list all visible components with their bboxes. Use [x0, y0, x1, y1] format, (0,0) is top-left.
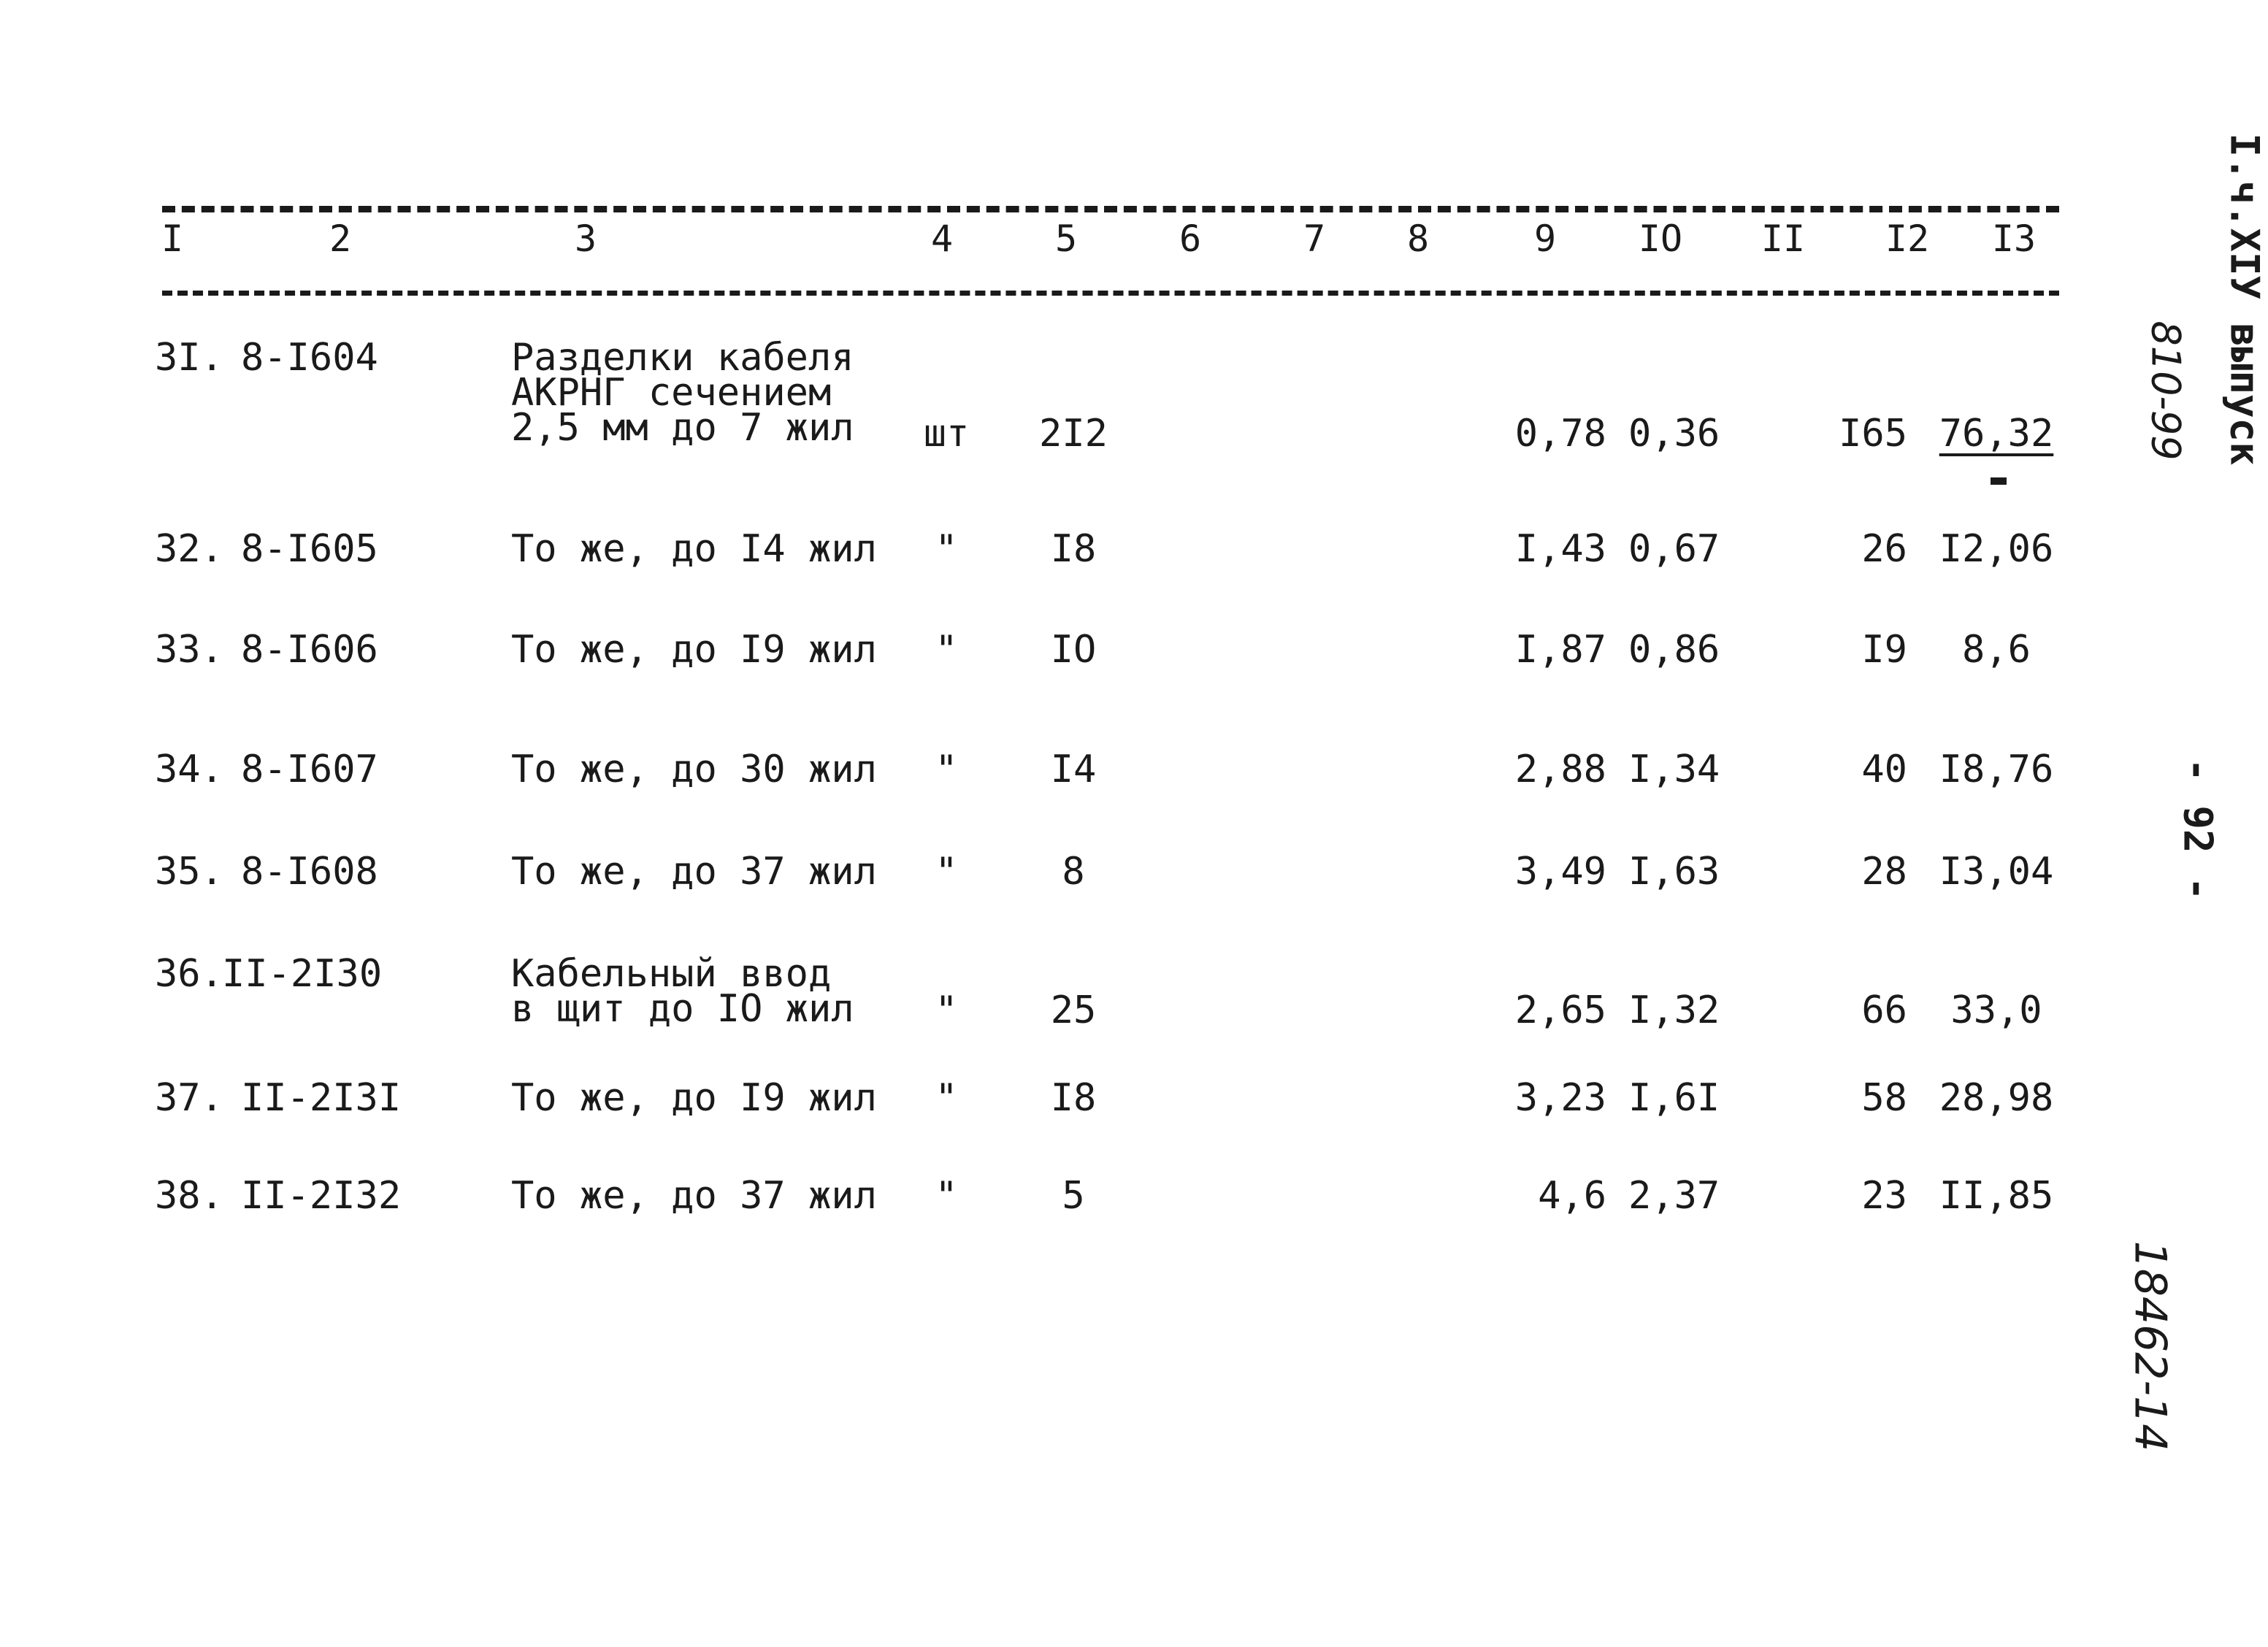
row-qty: I8: [1050, 1076, 1097, 1120]
row-value-12: 58: [1861, 1076, 1907, 1120]
row-number: 33.: [155, 628, 223, 672]
row-qty: IO: [1050, 628, 1097, 672]
row-value-10: 0,67: [1628, 527, 1720, 571]
row-value-13: I2,06: [1939, 527, 2054, 571]
row-name-line: То же, до I4 жил: [511, 527, 877, 571]
col-header-12: I2: [1885, 218, 1930, 260]
row-value-12: 23: [1861, 1174, 1907, 1218]
row-value-10: I,32: [1628, 988, 1720, 1032]
page-number: - 92 -: [2175, 758, 2221, 901]
row-code: 8-I608: [241, 850, 378, 894]
row-unit: ": [935, 1076, 958, 1120]
row-value-9: 4,6: [1538, 1174, 1606, 1218]
col-header-9: 9: [1533, 218, 1557, 260]
row-qty: I8: [1050, 527, 1097, 571]
row-value-13: I3,04: [1939, 850, 2054, 894]
row-value-9: 3,49: [1514, 850, 1606, 894]
row-value-10: 0,36: [1628, 412, 1720, 456]
row-name-line: То же, до 30 жил: [511, 748, 877, 791]
row-value-13: II,85: [1939, 1174, 2054, 1218]
row-code: II-2I3I: [241, 1076, 402, 1120]
row-unit: ": [935, 527, 958, 571]
col-header-10: IO: [1638, 218, 1683, 260]
row-value-13: 33,0: [1950, 988, 2042, 1032]
col-header-7: 7: [1303, 218, 1326, 260]
row-name-line: То же, до 37 жил: [511, 850, 877, 894]
col-header-11: II: [1761, 218, 1806, 260]
row-value-13: 28,98: [1939, 1076, 2054, 1120]
col-header-6: 6: [1179, 218, 1202, 260]
row-number: 3I.: [155, 336, 223, 380]
row-value-9: I,43: [1514, 527, 1606, 571]
row-unit: ": [935, 628, 958, 672]
row-value-13: 76,32: [1939, 412, 2054, 456]
row-value-9: 2,88: [1514, 748, 1606, 791]
row-number: 34.: [155, 748, 223, 791]
row-code: II-2I30: [222, 952, 383, 996]
row-unit: шт: [923, 412, 970, 456]
handwritten-inventory-number: 18462-14: [2124, 1240, 2176, 1452]
row-code: 8-I607: [241, 748, 378, 791]
row-value-13: I8,76: [1939, 748, 2054, 791]
col-header-2: 2: [329, 218, 352, 260]
col-header-4: 4: [930, 218, 954, 260]
row-unit: ": [935, 748, 958, 791]
row-qty: 25: [1050, 988, 1097, 1032]
row-name-line: Кабельный ввод: [511, 952, 832, 996]
col-header-5: 5: [1054, 218, 1078, 260]
row-value-12: 66: [1861, 988, 1907, 1032]
row-name-line: Разделки кабеля: [511, 336, 854, 380]
row-code: 8-I606: [241, 628, 378, 672]
handwritten-doc-id: 810-99: [2142, 320, 2189, 461]
row-name-line: То же, до 37 жил: [511, 1174, 877, 1218]
series-label: I.ч.XIУ выпуск: [2221, 133, 2268, 466]
row-value-12: I9: [1861, 628, 1907, 672]
row-value-9: 2,65: [1514, 988, 1606, 1032]
header-top-rule: [162, 206, 2059, 212]
row-value-9: 0,78: [1514, 412, 1606, 456]
row-value-13: 8,6: [1962, 628, 2031, 672]
row-name-line: АКРНГ сечением: [511, 371, 832, 415]
row-value-10: 0,86: [1628, 628, 1720, 672]
row-qty: 8: [1062, 850, 1085, 894]
row-number: 36.: [155, 952, 223, 996]
row-qty: 5: [1062, 1174, 1085, 1218]
row-name-line: 2,5 мм до 7 жил: [511, 406, 854, 450]
row-number: 38.: [155, 1174, 223, 1218]
row-name-line: в щит до IO жил: [511, 987, 854, 1031]
row-name-line: То же, до I9 жил: [511, 1076, 877, 1120]
col-header-13: I3: [1991, 218, 2037, 260]
row-name-line: То же, до I9 жил: [511, 628, 877, 672]
row-code: 8-I605: [241, 527, 378, 571]
row-value-10: I,34: [1628, 748, 1720, 791]
col-header-8: 8: [1406, 218, 1430, 260]
row-number: 35.: [155, 850, 223, 894]
row-value-10: I,63: [1628, 850, 1720, 894]
row-value-12: 26: [1861, 527, 1907, 571]
row-qty: I4: [1050, 748, 1097, 791]
row-value-12: 40: [1861, 748, 1907, 791]
row-value-10: I,6I: [1628, 1076, 1720, 1120]
row-value-12: 28: [1861, 850, 1907, 894]
row-unit: ": [935, 850, 958, 894]
row-number: 37.: [155, 1076, 223, 1120]
row-value-9: 3,23: [1514, 1076, 1606, 1120]
row-value-9: I,87: [1514, 628, 1606, 672]
row-unit: ": [935, 988, 958, 1032]
row-unit: ": [935, 1174, 958, 1218]
row-code: II-2I32: [241, 1174, 402, 1218]
row-value-12: I65: [1839, 412, 1907, 456]
header-bottom-rule: [162, 291, 2059, 296]
col-header-1: I: [161, 218, 184, 260]
row-value-10: 2,37: [1628, 1174, 1720, 1218]
row-code: 8-I604: [241, 336, 378, 380]
row-number: 32.: [155, 527, 223, 571]
minus-mark: [1991, 477, 2007, 485]
col-header-3: 3: [574, 218, 597, 260]
row-qty: 2I2: [1039, 412, 1108, 456]
